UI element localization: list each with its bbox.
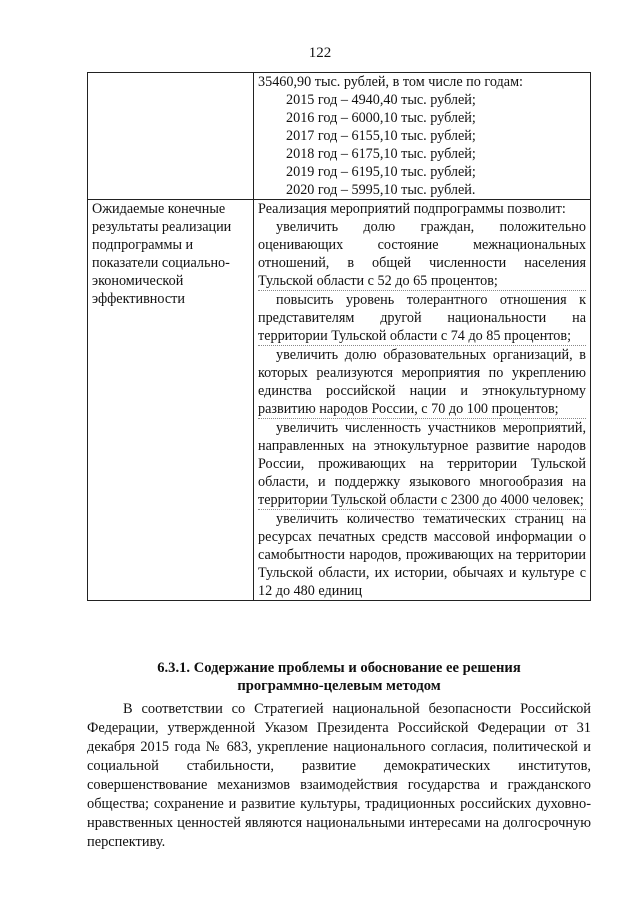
result-item-2: повысить уровень толерантного отношения к представителям другой национальности на территории Тульской области с 74 до 85 процентов; bbox=[258, 292, 586, 344]
section-body-paragraph: В соответствии со Стратегией национальной безопасности Российской Федерации, утвержденной Указом Президента Российской Федерации от 31 декабря 2015 года № 683, укрепление национального согласия, политической и социальной стабильности, развитие демократических институтов, совершенствование механизмов взаимодействия государства и гражданского общества; сохранение и развитие культуры, традиционных российских духовно-нравственных ценностей являются национальными интересами на долгосрочную перспективу. bbox=[87, 701, 591, 850]
funding-year-2017: 2017 год – 6155,10 тыс. рублей; bbox=[286, 128, 476, 144]
results-row bbox=[88, 200, 591, 601]
program-passport-table bbox=[87, 72, 591, 601]
funding-year-2019: 2019 год – 6195,10 тыс. рублей; bbox=[286, 164, 476, 180]
result-item-3: увеличить долю образовательных организаций, в которых реализуются мероприятия по укреплению единства российской нации и этнокультурному развитию народов России, с 70 до 100 процентов; bbox=[258, 347, 586, 417]
section-heading-line-1: 6.3.1. Содержание проблемы и обоснование ее решения bbox=[157, 660, 521, 676]
section-heading-line-2: программно-целевым методом bbox=[237, 678, 441, 694]
funding-total: 35460,90 тыс. рублей, в том числе по годам: bbox=[258, 74, 523, 90]
results-label-cell: Ожидаемые конечные результаты реализации подпрограммы и показатели социально-экономической эффективности bbox=[88, 200, 254, 601]
page-number: 122 bbox=[308, 45, 332, 61]
funding-year-2018: 2018 год – 6175,10 тыс. рублей; bbox=[286, 146, 476, 162]
result-item-5: увеличить количество тематических страниц на ресурсах печатных средств массовой информации о самобытности народов, проживающих на территории Тульской области, их истории, обычаях и культуре с 12 до 480 единиц bbox=[258, 511, 586, 599]
funding-row bbox=[88, 73, 591, 200]
result-item-1: увеличить долю граждан, положительно оценивающих состояние межнациональных отношений, в общей численности населения Тульской области с 52 до 65 процентов; bbox=[258, 219, 586, 289]
funding-year-2016: 2016 год – 6000,10 тыс. рублей; bbox=[286, 110, 476, 126]
results-intro: Реализация мероприятий подпрограммы позволит: bbox=[258, 201, 566, 217]
result-item-4: увеличить численность участников мероприятий, направленных на этнокультурное развитие народов России, проживающих на территории Тульской области, и поддержку языкового многообразия на территории Тульской области с 2300 до 4000 человек; bbox=[258, 420, 586, 508]
section-heading bbox=[87, 659, 591, 695]
funding-year-2020: 2020 год – 5995,10 тыс. рублей. bbox=[286, 182, 476, 198]
funding-year-2015: 2015 год – 4940,40 тыс. рублей; bbox=[286, 92, 476, 108]
results-value-cell bbox=[254, 200, 591, 601]
funding-label-cell bbox=[88, 73, 254, 200]
funding-value-cell bbox=[254, 73, 591, 200]
